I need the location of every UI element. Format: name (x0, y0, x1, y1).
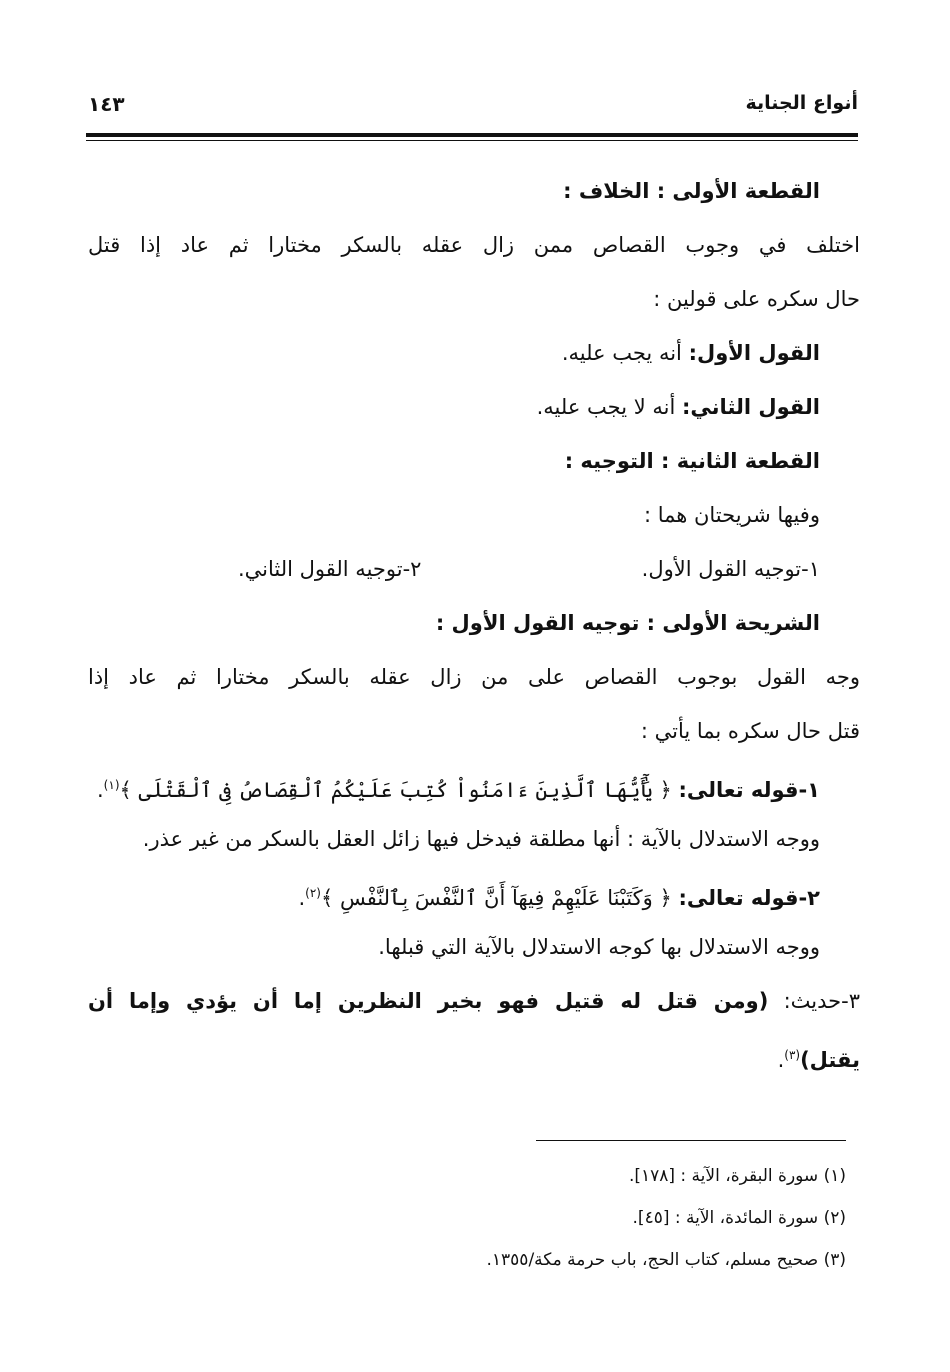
paragraph-line: وجه القول بوجوب القصاص على من زال عقله بالسكر مختارا ثم عاد إذا (88, 665, 860, 689)
sentence-end: . (96, 778, 104, 802)
evidence-three (88, 986, 860, 1016)
opinion-two-text: أنه لا يجب عليه. (536, 395, 676, 419)
footnote-ref: (٢) (305, 886, 321, 900)
section-heading-2: القطعة الثانية : التوجيه : (564, 449, 820, 473)
page-number: ١٤٣ (88, 92, 125, 116)
sentence-end: . (777, 1048, 785, 1072)
evidence-three-cont (778, 1040, 860, 1075)
list-item-2: ٢-توجيه القول الثاني. (238, 557, 422, 581)
sentence-end: . (298, 886, 306, 910)
section-heading-1: القطعة الأولى : الخلاف : (563, 179, 820, 203)
footnote-2: (٢) سورة المائدة، الآية : [٤٥]. (632, 1208, 846, 1228)
footnote-ref: (١) (103, 778, 120, 792)
running-title: أنواع الجناية (745, 92, 858, 114)
hadith-text: (ومن قتل له قتيل فهو بخير النظرين إما أن يؤدي وإما أن (88, 989, 769, 1013)
paragraph-line: اختلف في وجوب القصاص ممن زال عقله بالسكر مختارا ثم عاد إذا قتل (88, 233, 860, 257)
evidence-one-reason: ووجه الاستدلال بالآية : أنها مطلقة فيدخل فيها زائل العقل بالسكر من غير عذر. (142, 827, 820, 851)
evidence-three-label: ٣-حديث: (783, 989, 860, 1013)
header-rule-thin (86, 140, 858, 141)
opinion-one (562, 338, 820, 368)
evidence-one-label: ١-قوله تعالى: (678, 778, 820, 802)
paragraph-line: حال سكره على قولين : (653, 287, 860, 311)
list-item-1: ١-توجيه القول الأول. (641, 557, 820, 581)
page-header (88, 92, 858, 132)
evidence-two-label: ٢-قوله تعالى: (678, 886, 820, 910)
opinion-two (537, 392, 820, 422)
hadith-text-end: يقتل) (800, 1048, 860, 1072)
opinion-two-label: القول الثاني: (682, 395, 820, 419)
evidence-two (298, 878, 820, 913)
quran-verse: ﴿ وَكَتَبْنَا عَلَيْهِمْ فِيهَآ أَنَّ ٱلنَّفْسَ بِٱلنَّفْسِ ﴾ (320, 886, 672, 910)
evidence-one (97, 770, 820, 805)
paragraph-line: قتل حال سكره بما يأتي : (640, 719, 860, 743)
evidence-two-reason: ووجه الاستدلال بها كوجه الاستدلال بالآية التي قبلها. (378, 935, 820, 959)
quran-verse: ﴿ يَٰٓأَيُّهَا ٱلَّذِينَ ءَامَنُواْ كُتِبَ عَلَيْكُمُ ٱلْقِصَاصُ فِى ٱلْقَتْلَى ﴾ (119, 778, 672, 802)
opinion-one-label: القول الأول: (688, 341, 820, 365)
paragraph-line: وفيها شريحتان هما : (643, 503, 820, 527)
section-heading-3: الشريحة الأولى : توجيه القول الأول : (435, 611, 820, 635)
footnote-ref: (٣) (784, 1048, 801, 1062)
opinion-one-text: أنه يجب عليه. (561, 341, 682, 365)
footnote-separator (536, 1140, 846, 1141)
footnote-3: (٣) صحيح مسلم، كتاب الحج، باب حرمة مكة/١٣٥٥. (486, 1250, 846, 1270)
footnote-1: (١) سورة البقرة، الآية : [١٧٨]. (628, 1166, 846, 1186)
header-rule-thick (86, 133, 858, 137)
